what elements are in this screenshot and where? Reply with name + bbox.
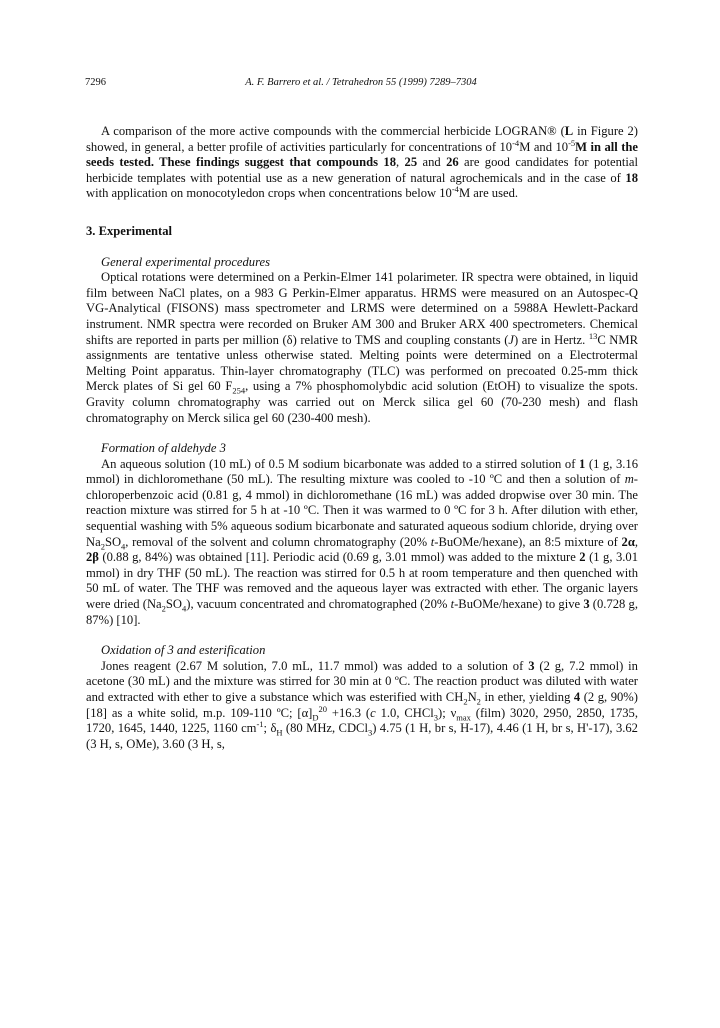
subheading-oxidation: Oxidation of 3 and esterification: [101, 643, 266, 658]
general-procedures-paragraph: Optical rotations were determined on a Perkin-Elmer 141 polarimeter. IR spectra were obtained, in liquid film between NaCl plates, on a 983 G Perkin-Elmer apparatus. HRMS were measured on an Autospec-Q VG-Analytical (FISONS) mass spectrometer and LRMS were determined on a 5988A Hewlett-Packard instrument. NMR spectra were recorded on Bruker AM 300 and Bruker ARX 400 spectrometers. Chemical shifts are reported in parts per million (δ) relative to TMS and coupling constants (J) are in Hertz. $^{13}$C NMR assignments are tentative unless otherwise stated. Melting points were determined on a Electrotermal Melting Point apparatus. Thin-layer chromatography (TLC) was performed on precoated 0.25-mm thick Merck plates of Si gel 60 $F_{254}$, using a 7% phosphomolybdic acid solution (EtOH) to visualize the spots. Gravity column chromatography was carried out on Merck silica gel 60 (70-230 mesh) and flash chromatography on Merck silica gel 60 (230-400 mesh).: [86, 270, 638, 425]
aldehyde-paragraph: An aqueous solution (10 mL) of 0.5 M sodium bicarbonate was added to a stirred solution of 1 (1 g, 3.16 mmol) in dichloromethane (50 mL). The resulting mixture was cooled to -10 ºC and then a solution of m-chloroperbenzoic acid (0.81 g, 4 mmol) in dichloromethane (16 mL) was added dropwise over 30 min. The reaction mixture was stirred for 5 h at -10 ºC. Then it was warmed to 0 ºC for 3 h. After dilution with ether, sequential washing with 5% aqueous sodium bicarbonate and saturated aqueous sodium chloride, drying over $Na_2SO_4$, removal of the solvent and column chromatography (20% t-BuOMe/hexane), an 8:5 mixture of 2α, 2β (0.88 g, 84%) was obtained [11]. Periodic acid (0.69 g, 3.01 mmol) was added to the mixture 2 (1 g, 3.01 mmol) in dry THF (50 mL). The reaction was stirred for 0.5 h at room temperature and then quenched with 50 mL of water. The THF was removed and the aqueous layer was extracted with ether. The organic layers were dried $(Na_2SO_4)$, vacuum concentrated and chromatographed (20% t-BuOMe/hexane) to give 3 (0.728 g, 87%) [10].: [86, 456, 638, 627]
subheading-aldehyde: Formation of aldehyde 3: [101, 441, 226, 456]
journal-reference: A. F. Barrero et al. / Tetrahedron 55 (1999) 7289–7304: [245, 77, 477, 88]
section-heading-experimental: 3. Experimental: [86, 223, 173, 238]
oxidation-paragraph: Jones reagent (2.67 M solution, 7.0 mL, 11.7 mmol) was added to a solution of 3 (2 g, 7.2 mmol) in acetone (30 mL) and the mixture was stirred for 30 min at 0 ºC. The reaction product was diluted with water and extracted with ether to give a substance which was esterified with $CH_2N_2$ in ether, yielding 4 (2 g, 90%) [18] as a white solid, m.p. 109-110 ºC; $[\alpha]_D^{20} +16.3$ (c 1.0, CHCl$_3$); $\nu_{max}$ (film) 3020, 2950, 2850, 1735, 1720, 1645, 1440, 1225, 1160 $cm^{-1}$; $\delta_H$ (80 MHz, CDCl$_3$) 4.75 (1 H, br s, H-17), 4.46 (1 H, br s, H'-17), 3.62 (3 H, s, OMe), 3.60 (3 H, s,: [86, 658, 638, 751]
aldehyde-section: [86, 441, 638, 628]
intro-paragraph: A comparison of the more active compounds with the commercial herbicide LOGRAN® (L in Figure 2) showed, in general, a better profile of activities particularly for concentrations of $10^{-4}M$ and $10^{-5}M$ in all the seeds tested. These findings suggest that compounds 18, 25 and 26 are good candidates for potential herbicide templates with potential use as a new generation of natural agrochemicals and in the case of 18 with application on monocotyledon crops when concentrations below $10^{-4}M$ are used.: [86, 124, 639, 201]
oxidation-section: [86, 643, 638, 752]
body-text: [86, 124, 638, 767]
page-number: 7296: [85, 77, 106, 88]
subheading-general-procedures: General experimental procedures: [101, 254, 271, 269]
general-procedures-section: [86, 255, 638, 427]
